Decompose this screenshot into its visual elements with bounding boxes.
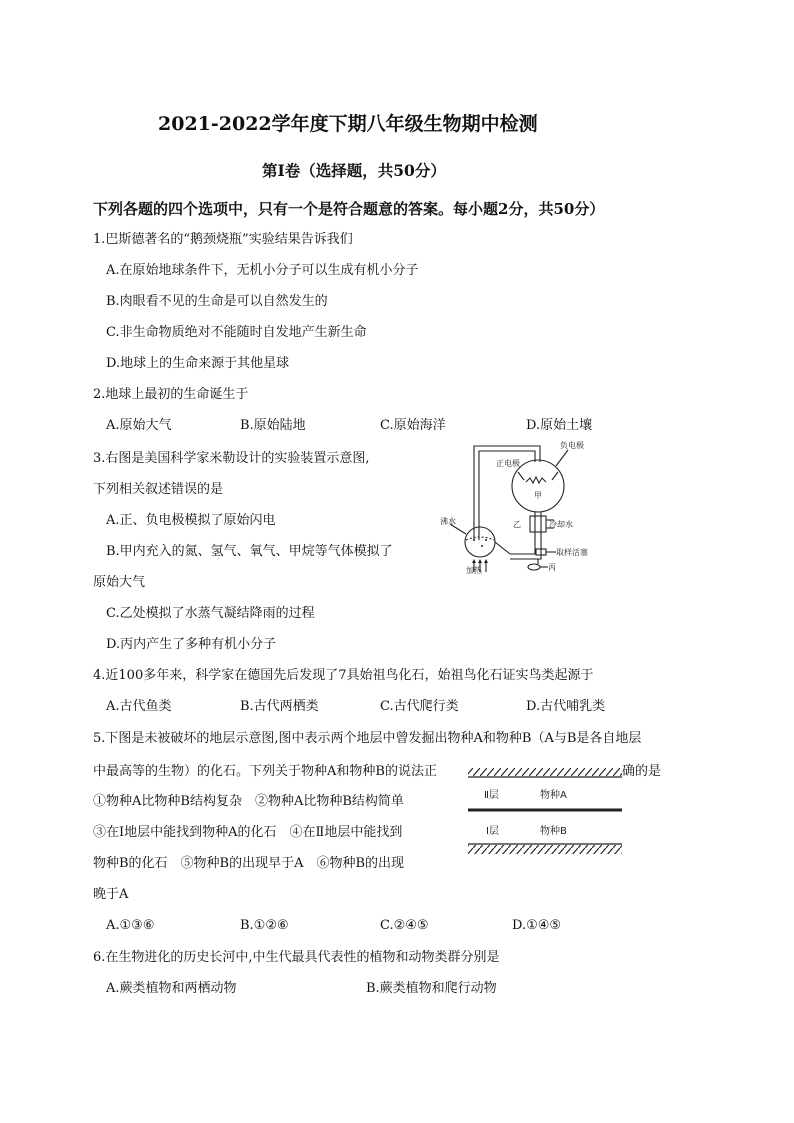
q3-option-d: D.丙内产生了多种有机小分子 [106, 637, 277, 652]
q5-option-a: A.①③⑥ [106, 918, 155, 933]
q3-stem-line1: 3.右图是美国科学家米勒设计的实验装置示意图, [93, 451, 370, 466]
q5-statement-line4: ③在Ⅰ地层中能找到物种A的化石 ④在Ⅱ地层中能找到 [93, 825, 403, 840]
q5-stem-line2-end: 确的是 [622, 764, 662, 779]
label-species-a: 物种A [540, 790, 567, 801]
q5-statement-line5: 物种B的化石 ⑤物种B的出现早于A ⑥物种B的出现 [93, 856, 405, 871]
q5-option-b: B.①②⑥ [240, 918, 289, 933]
q5-option-c: C.②④⑤ [380, 918, 429, 933]
instruction: 下列各题的四个选项中，只有一个是符合题意的答案。每小题2分，共50分） [93, 200, 605, 218]
label-layer-2: Ⅱ层 [484, 790, 499, 801]
q1-option-a: A.在原始地球条件下，无机小分子可以生成有机小分子 [106, 263, 419, 278]
label-negative-electrode: 负电极 [560, 441, 584, 450]
q5-statement-line3: ①物种A比物种B结构复杂 ②物种A比物种B结构简单 [93, 794, 404, 809]
section-title: 第Ⅰ卷（选择题，共50分） [262, 161, 446, 180]
q5-option-d: D.①④⑤ [512, 918, 562, 933]
q1-option-b: B.肉眼看不见的生命是可以自然发生的 [106, 294, 328, 309]
q4-stem: 4.近100多年来，科学家在德国先后发现了7具始祖鸟化石，始祖鸟化石证实鸟类起源于 [93, 668, 594, 683]
label-heating: 加热 [466, 566, 482, 574]
q5-statement-line6: 晚于A [93, 887, 129, 902]
q5-stem-line2-start: 中最高等的生物）的化石。下列关于物种A和物种B的说法正 [93, 764, 437, 779]
q1-option-c: C.非生命物质绝对不能随时自发地产生新生命 [106, 325, 367, 340]
q6-option-a: A.蕨类植物和两栖动物 [106, 981, 237, 996]
q3-option-b-line2: 原始大气 [93, 575, 146, 590]
label-species-b: 物种B [540, 826, 567, 837]
label-cooling-water: 冷却水 [549, 520, 573, 529]
q3-option-c: C.乙处模拟了水蒸气凝结降雨的过程 [106, 606, 315, 621]
q4-option-c: C.古代爬行类 [380, 699, 459, 714]
q2-stem: 2.地球上最初的生命诞生于 [93, 387, 249, 402]
q3-stem-line2: 下列相关叙述错误的是 [93, 482, 224, 497]
label-layer-1: Ⅰ层 [486, 826, 499, 837]
q5-stem-line1: 5.下图是未被破坏的地层示意图,图中表示两个地层中曾发掘出物种A和物种B（A与B是各自地层 [93, 731, 642, 746]
q6-option-b: B.蕨类植物和爬行动物 [366, 981, 497, 996]
q2-option-a: A.原始大气 [106, 418, 172, 433]
label-boiling-water: 沸水 [440, 517, 456, 526]
q2-option-c: C.原始海洋 [380, 418, 446, 433]
q4-option-b: B.古代两栖类 [240, 699, 319, 714]
q4-option-a: A.古代鱼类 [106, 699, 172, 714]
q3-option-b-line1: B.甲内充入的氮、氢气、氧气、甲烷等气体模拟了 [106, 544, 393, 559]
q2-option-b: B.原始陆地 [240, 418, 306, 433]
label-positive-electrode: 正电极 [496, 459, 520, 468]
q4-option-d: D.古代哺乳类 [526, 699, 606, 714]
label-sampling-valve: 取样活塞 [556, 548, 588, 557]
q2-option-d: D.原始土壤 [526, 418, 593, 433]
label-bing: 丙 [548, 563, 556, 572]
label-yi: 乙 [513, 520, 521, 529]
strata-diagram [466, 768, 624, 856]
miller-apparatus-diagram [438, 436, 608, 574]
q1-stem: 1.巴斯德著名的“鹅颈烧瓶”实验结果告诉我们 [93, 232, 353, 247]
label-jia: 甲 [534, 491, 542, 500]
q6-stem: 6.在生物进化的历史长河中,中生代最具代表性的植物和动物类群分别是 [93, 950, 500, 965]
exam-title: 2021-2022学年度下期八年级生物期中检测 [158, 113, 538, 135]
q1-option-d: D.地球上的生命来源于其他星球 [106, 356, 290, 371]
q3-option-a: A.正、负电极模拟了原始闪电 [106, 513, 276, 528]
